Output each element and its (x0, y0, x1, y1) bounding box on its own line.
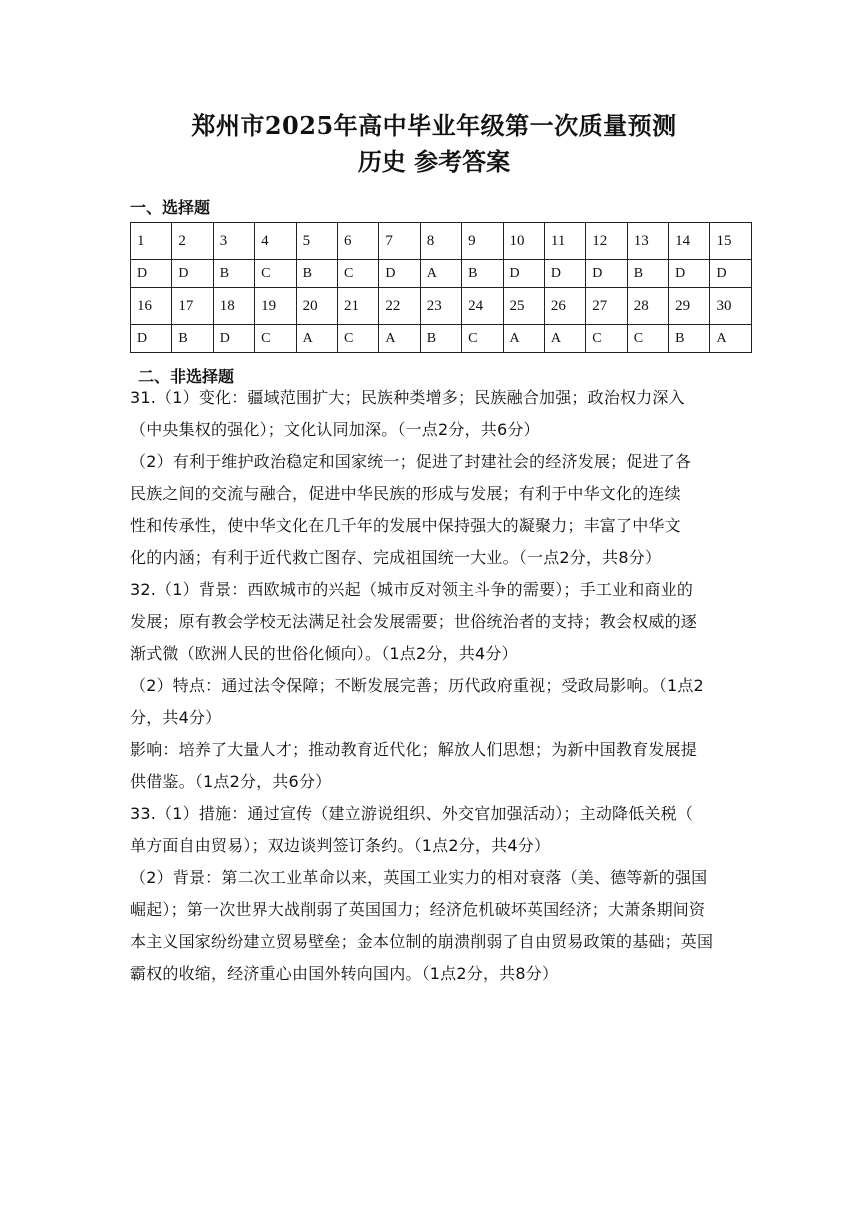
answer-text-line: 霸权的收缩，经济重心由国外转向国内。（1点2分，共8分） (130, 964, 559, 983)
answer-cell: C (586, 325, 627, 353)
answer-text-line: 本主义国家纷纷建立贸易壁垒；金本位制的崩溃削弱了自由贸易政策的基础；英国 (130, 932, 714, 951)
answer-text-line: 民族之间的交流与融合，促进中华民族的形成与发展；有利于中华文化的连续 (130, 484, 681, 503)
answer-text-line: 发展；原有教会学校无法满足社会发展需要；世俗统治者的支持；教会权威的逐 (130, 612, 698, 631)
answer-text-line: 性和传承性，使中华文化在几千年的发展中保持强大的凝聚力；丰富了中华文 (130, 516, 681, 535)
answer-text-line: 化的内涵；有利于近代救亡图存、完成祖国统一大业。（一点2分，共8分） (130, 548, 662, 567)
question-number-cell: 21 (337, 288, 378, 325)
answer-cell: A (544, 325, 585, 353)
answer-text-line: 供借鉴。（1点2分，共6分） (130, 772, 332, 791)
answer-cell: D (586, 260, 627, 288)
section-heading-multiple-choice: 一、选择题 (130, 198, 211, 217)
answer-text-line: 33.（1）措施：通过宣传（建立游说组织、外交官加强活动）；主动降低关税（ (130, 804, 694, 823)
answer-cell: A (503, 325, 544, 353)
answer-cell: B (213, 260, 254, 288)
answer-cell: C (337, 325, 378, 353)
question-number-cell: 15 (710, 223, 752, 260)
question-number-cell: 6 (337, 223, 378, 260)
question-number-cell: 5 (296, 223, 337, 260)
question-number-cell: 12 (586, 223, 627, 260)
question-number-cell: 26 (544, 288, 585, 325)
question-number-cell: 19 (255, 288, 296, 325)
question-number-cell: 28 (627, 288, 668, 325)
answer-text-line: （中央集权的强化）；文化认同加深。（一点2分，共6分） (130, 420, 540, 439)
question-number-cell: 4 (255, 223, 296, 260)
answer-text-line: （2）特点：通过法令保障；不断发展完善；历代政府重视；受政局影响。（1点2 (130, 676, 704, 695)
answer-cell: C (337, 260, 378, 288)
question-number-cell: 30 (710, 288, 752, 325)
answer-cell: D (213, 325, 254, 353)
answer-cell: C (255, 325, 296, 353)
answer-text-line: （2）背景：第二次工业革命以来，英国工业实力的相对衰落（美、德等新的强国 (130, 868, 708, 887)
question-number-cell: 22 (379, 288, 420, 325)
page-subtitle: 历史 参考答案 (357, 147, 511, 176)
answer-cell: D (379, 260, 420, 288)
question-number-cell: 9 (462, 223, 503, 260)
answer-cell: D (172, 260, 213, 288)
question-number-cell: 2 (172, 223, 213, 260)
answer-cell: D (131, 260, 172, 288)
question-number-cell: 16 (131, 288, 172, 325)
question-number-cell: 18 (213, 288, 254, 325)
answer-text-line: 32.（1）背景：西欧城市的兴起（城市反对领主斗争的需要）；手工业和商业的 (130, 580, 694, 599)
question-number-cell: 25 (503, 288, 544, 325)
answer-row (131, 260, 752, 288)
question-number-cell: 11 (544, 223, 585, 260)
answer-text-block (130, 382, 754, 990)
answer-cell: C (255, 260, 296, 288)
answer-cell: B (462, 260, 503, 288)
page-title: 郑州市2025年高中毕业年级第一次质量预测 (191, 111, 677, 140)
answer-table (130, 222, 752, 353)
question-number-cell: 14 (669, 223, 710, 260)
section-heading-non-choice: 二、非选择题 (138, 367, 235, 386)
question-number-cell: 23 (420, 288, 461, 325)
answer-cell: B (172, 325, 213, 353)
answer-cell: D (503, 260, 544, 288)
question-number-cell: 17 (172, 288, 213, 325)
answer-cell: A (379, 325, 420, 353)
answer-cell: D (669, 260, 710, 288)
answer-text-line: 31.（1）变化：疆域范围扩大；民族种类增多；民族融合加强；政治权力深入 (130, 388, 685, 407)
answer-cell: B (420, 325, 461, 353)
question-number-cell: 13 (627, 223, 668, 260)
question-number-cell: 27 (586, 288, 627, 325)
answer-cell: B (296, 260, 337, 288)
answer-text-line: 影响：培养了大量人才；推动教育近代化；解放人们思想；为新中国教育发展提 (130, 740, 698, 759)
question-number-cell: 1 (131, 223, 172, 260)
answer-cell: C (462, 325, 503, 353)
answer-text-line: 分，共4分） (130, 708, 222, 727)
answer-text-line: 单方面自由贸易）；双边谈判签订条约。（1点2分，共4分） (130, 836, 551, 855)
question-number-cell: 8 (420, 223, 461, 260)
answer-cell: B (669, 325, 710, 353)
answer-cell: A (420, 260, 461, 288)
question-number-cell: 3 (213, 223, 254, 260)
answer-cell: C (627, 325, 668, 353)
answer-row (131, 325, 752, 353)
question-number-cell: 24 (462, 288, 503, 325)
question-number-cell: 29 (669, 288, 710, 325)
question-number-cell: 10 (503, 223, 544, 260)
question-number-row (131, 288, 752, 325)
answer-text-line: （2）有利于维护政治稳定和国家统一；促进了封建社会的经济发展；促进了各 (130, 452, 692, 471)
question-number-cell: 7 (379, 223, 420, 260)
question-number-cell: 20 (296, 288, 337, 325)
answer-text-line: 渐式微（欧洲人民的世俗化倾向）。（1点2分，共4分） (130, 644, 518, 663)
question-number-row (131, 223, 752, 260)
answer-cell: D (544, 260, 585, 288)
answer-text-line: 崛起）；第一次世界大战削弱了英国国力；经济危机破坏英国经济；大萧条期间资 (130, 900, 706, 919)
answer-cell: D (710, 260, 752, 288)
answer-cell: B (627, 260, 668, 288)
answer-cell: A (296, 325, 337, 353)
answer-cell: A (710, 325, 752, 353)
answer-cell: D (131, 325, 172, 353)
